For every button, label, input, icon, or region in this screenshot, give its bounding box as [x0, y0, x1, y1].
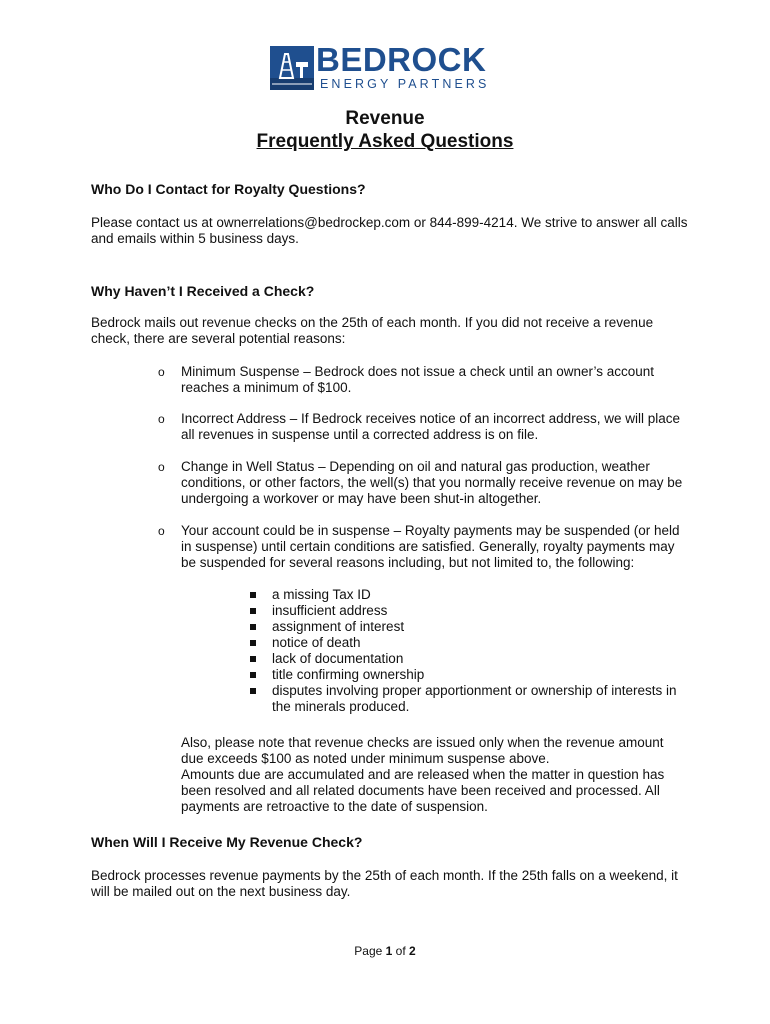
circle-bullet-icon: o: [158, 412, 165, 426]
list-item: assignment of interest: [250, 619, 680, 635]
when-check-body: Bedrock processes revenue payments by the 25th of each month. If the 25th falls on a weekend, it will be mailed out on the next business day.: [91, 868, 678, 899]
heading-when-check: When Will I Receive My Revenue Check?: [91, 834, 363, 850]
page-number: Page 1 of 2: [354, 944, 416, 958]
reason-text: Your account could be in suspense – Royalty payments may be suspended (or held in suspense) until certain conditions are satisfied. Generally, royalty payments may be suspended for several reasons including, but not limited to, the following:: [181, 523, 680, 570]
list-item: title confirming ownership: [250, 667, 680, 683]
circle-bullet-icon: o: [158, 460, 165, 474]
doc-subtitle: Frequently Asked Questions: [256, 131, 514, 152]
circle-bullet-icon: o: [158, 365, 165, 379]
circle-bullet-icon: o: [158, 524, 165, 538]
suspense-reasons-list: [250, 587, 680, 715]
list-item: lack of documentation: [250, 651, 680, 667]
logo-subtitle: ENERGY PARTNERS: [320, 77, 490, 91]
no-check-intro: Bedrock mails out revenue checks on the 25th of each month. If you did not receive a revenue check, there are several potential reasons:: [91, 315, 654, 346]
suspense-note: [181, 735, 681, 815]
square-bullet-icon: [250, 608, 256, 614]
note-accumulated: Amounts due are accumulated and are released when the matter in question has been resolved and all related documents have been received and processed. All payments are retroactive to the date of suspension.: [181, 767, 665, 814]
heading-no-check: Why Haven’t I Received a Check?: [91, 283, 315, 299]
reason-text: Minimum Suspense – Bedrock does not issue a check until an owner’s account reaches a minimum of $100.: [181, 364, 655, 395]
square-bullet-icon: [250, 624, 256, 630]
logo-name: BEDROCK: [316, 41, 487, 78]
list-item: insufficient address: [250, 603, 680, 619]
square-bullet-icon: [250, 656, 256, 662]
list-item: notice of death: [250, 635, 680, 651]
list-item: a missing Tax ID: [250, 587, 680, 603]
list-item: disputes involving proper apportionment or ownership of interests in the minerals produced.: [250, 683, 680, 715]
derrick-logo-icon: [270, 46, 314, 90]
square-bullet-icon: [250, 640, 256, 646]
heading-contact: Who Do I Contact for Royalty Questions?: [91, 181, 366, 197]
reason-text: Incorrect Address – If Bedrock receives notice of an incorrect address, we will place all revenues in suspense until a corrected address is on file.: [181, 411, 680, 442]
square-bullet-icon: [250, 672, 256, 678]
bedrock-logo: [270, 41, 502, 94]
doc-title: Revenue: [345, 108, 425, 129]
square-bullet-icon: [250, 688, 256, 694]
square-bullet-icon: [250, 592, 256, 598]
reason-text: Change in Well Status – Depending on oil and natural gas production, weather conditions, or other factors, the well(s) that you normally receive revenue on may be undergoing a workover or may have been shut-in altogether.: [181, 459, 683, 506]
note-minimum: Also, please note that revenue checks are issued only when the revenue amount due exceeds $100 as noted under minimum suspense above.: [181, 735, 664, 766]
contact-body: Please contact us at ownerrelations@bedrockep.com or 844-899-4214. We strive to answer all calls and emails within 5 business days.: [91, 215, 688, 246]
